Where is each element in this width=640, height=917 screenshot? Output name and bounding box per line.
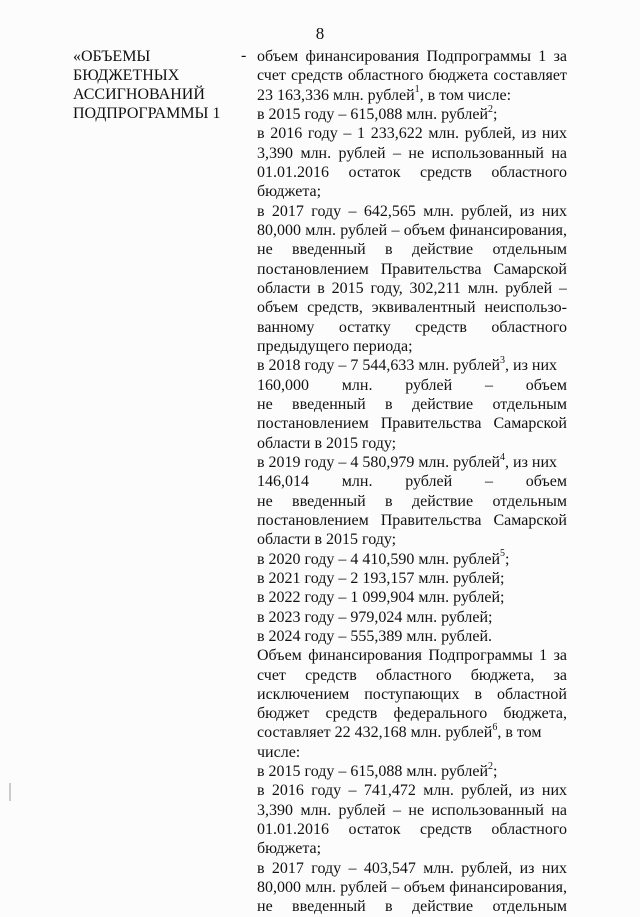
body-line-text: счет средств областного бюджета, за [257, 666, 567, 684]
body-line-text: области в 2015 году; [257, 434, 397, 452]
body-line [257, 839, 567, 858]
body-line [257, 550, 567, 569]
body-line [257, 318, 567, 337]
body-line-text: в 2019 году – 4 580,979 млн. рублей [257, 453, 501, 471]
body-line-text: области в 2015 году, 302,211 млн. рублей – [257, 279, 567, 297]
body-line [257, 66, 567, 85]
body-line-text: постановлением Правительства Самарской [257, 511, 567, 529]
body-line [257, 627, 567, 646]
body-line [257, 685, 567, 704]
heading-line: ПОДПРОГРАММЫ 1 [73, 105, 221, 122]
body-line-text: в 2015 году – 615,088 млн. рублей [257, 105, 489, 123]
body-line-tail: , в том числе: [419, 86, 512, 104]
body-line-text: в 2017 году – 642,565 млн. рублей, из них [257, 202, 567, 220]
body-line-text: объем финансирования Подпрограммы 1 за [257, 48, 567, 65]
body-line-text: 3,390 млн. рублей – не использованный на [257, 144, 567, 162]
scan-edge-mark [9, 783, 11, 801]
body-line-text: постановлением Правительства Самарской [257, 415, 567, 433]
body-line [257, 646, 567, 665]
body-line [257, 105, 567, 124]
body-line-text: не введенный в действие отдельным [257, 492, 567, 510]
footnote-marker: 5 [500, 548, 506, 560]
body-line [257, 743, 567, 762]
body-line [257, 182, 567, 201]
body-line [257, 472, 567, 491]
body-line [257, 434, 567, 453]
body-line-text: области в 2015 году; [257, 531, 397, 549]
body-line [257, 492, 567, 511]
body-line [257, 704, 567, 723]
body-line-text: 80,000 млн. рублей – объем финансирования, [257, 879, 567, 897]
body-line [257, 221, 567, 240]
body-line-tail: ; [505, 550, 510, 568]
body-line [257, 878, 567, 897]
body-line-text: в 2016 году – 1 233,622 млн. рублей, из них [257, 125, 567, 143]
body-line [257, 801, 567, 820]
body-line-text: предыдущего периода; [257, 337, 413, 355]
body-line [257, 414, 567, 433]
body-line [257, 781, 567, 800]
body-line-text: в 2015 году – 615,088 млн. рублей [257, 763, 489, 781]
body-line-text: счет средств областного бюджета составляет [257, 67, 567, 85]
body-line-text: 160,000 млн. рублей – объем [257, 376, 567, 394]
body-line [257, 820, 567, 839]
body-line [257, 588, 567, 607]
body-line [257, 530, 567, 549]
body-line-text: в 2022 году – 1 099,904 млн. рублей; [257, 589, 505, 607]
body-line-text: 3,390 млн. рублей – не использованный на [257, 801, 567, 819]
body-line-text: 01.01.2016 остаток средств областного [257, 821, 567, 839]
heading-line: БЮДЖЕТНЫХ [73, 67, 180, 84]
body-line [257, 240, 567, 259]
body-line [257, 762, 567, 781]
body-line-text: составляет 22 432,168 млн. рублей [257, 724, 493, 742]
body-line-text: 80,000 млн. рублей – объем финансирования, [257, 221, 567, 239]
body-line [257, 376, 567, 395]
body-line-tail: , в том [497, 724, 542, 742]
footnote-marker: 4 [500, 451, 506, 463]
body-line [257, 395, 567, 414]
heading-line: АССИГНОВАНИЙ [73, 86, 205, 103]
page-number: 8 [315, 24, 325, 43]
footnote-marker: 2 [488, 760, 494, 772]
body-line-text: бюджета; [257, 183, 322, 201]
body-line [257, 86, 567, 105]
body-line-text: не введенный в действие отдельным [257, 898, 567, 916]
body-line-text: в 2020 году – 4 410,590 млн. рублей [257, 550, 501, 568]
footnote-marker: 6 [492, 722, 498, 734]
body-line [257, 337, 567, 356]
footnote-marker: 1 [414, 84, 420, 96]
body-line-text: ванному остатку средств областного [257, 318, 567, 336]
body-line-tail: , из них [505, 453, 558, 471]
footnote-marker: 3 [500, 354, 506, 366]
body-line-tail: , из них [505, 357, 558, 375]
body-line [257, 202, 567, 221]
section-body [257, 47, 567, 917]
body-line [257, 511, 567, 530]
body-line-text: в 2016 году – 741,472 млн. рублей, из них [257, 782, 567, 800]
body-line-text: в 2017 году – 403,547 млн. рублей, из них [257, 859, 567, 877]
body-line [257, 124, 567, 143]
body-line [257, 608, 567, 627]
body-line-text: в 2021 году – 2 193,157 млн. рублей; [257, 569, 505, 587]
body-line-text: в 2024 году – 555,389 млн. рублей. [257, 627, 493, 645]
body-line-text: 146,014 млн. рублей – объем [257, 473, 567, 491]
body-line-text: в 2018 году – 7 544,633 млн. рублей [257, 357, 501, 375]
body-line [257, 569, 567, 588]
body-line [257, 260, 567, 279]
body-line-text: бюджета; [257, 840, 322, 858]
body-line [257, 163, 567, 182]
body-line-text: 01.01.2016 остаток средств областного [257, 163, 567, 181]
section-heading [73, 47, 233, 123]
body-line [257, 298, 567, 317]
body-line-text: не введенный в действие отдельным [257, 241, 567, 259]
body-line [257, 279, 567, 298]
body-line [257, 723, 567, 742]
body-line-tail: ; [493, 763, 498, 781]
body-line-text: исключением поступающих в областной [257, 685, 567, 703]
body-line [257, 356, 567, 375]
list-dash: - [241, 47, 247, 64]
body-line-text: постановлением Правительства Самарской [257, 260, 567, 278]
body-line [257, 47, 567, 66]
body-line [257, 897, 567, 916]
body-line-text: объем средств, эквивалентный неиспользо- [257, 299, 567, 317]
body-line-text: не введенный в действие отдельным [257, 395, 567, 413]
body-line-text: числе: [257, 743, 301, 761]
body-line [257, 859, 567, 878]
body-line-text: 23 163,336 млн. рублей [257, 86, 415, 104]
body-line-text: Объем финансирования Подпрограммы 1 за [257, 647, 567, 665]
footnote-marker: 2 [488, 103, 494, 115]
body-line-tail: ; [493, 105, 498, 123]
body-line-text: в 2023 году – 979,024 млн. рублей; [257, 608, 493, 626]
heading-line: «ОБЪЕМЫ [73, 48, 151, 65]
body-line-text: бюджет средств федерального бюджета, [257, 705, 567, 723]
body-line [257, 666, 567, 685]
body-line [257, 144, 567, 163]
body-line [257, 453, 567, 472]
